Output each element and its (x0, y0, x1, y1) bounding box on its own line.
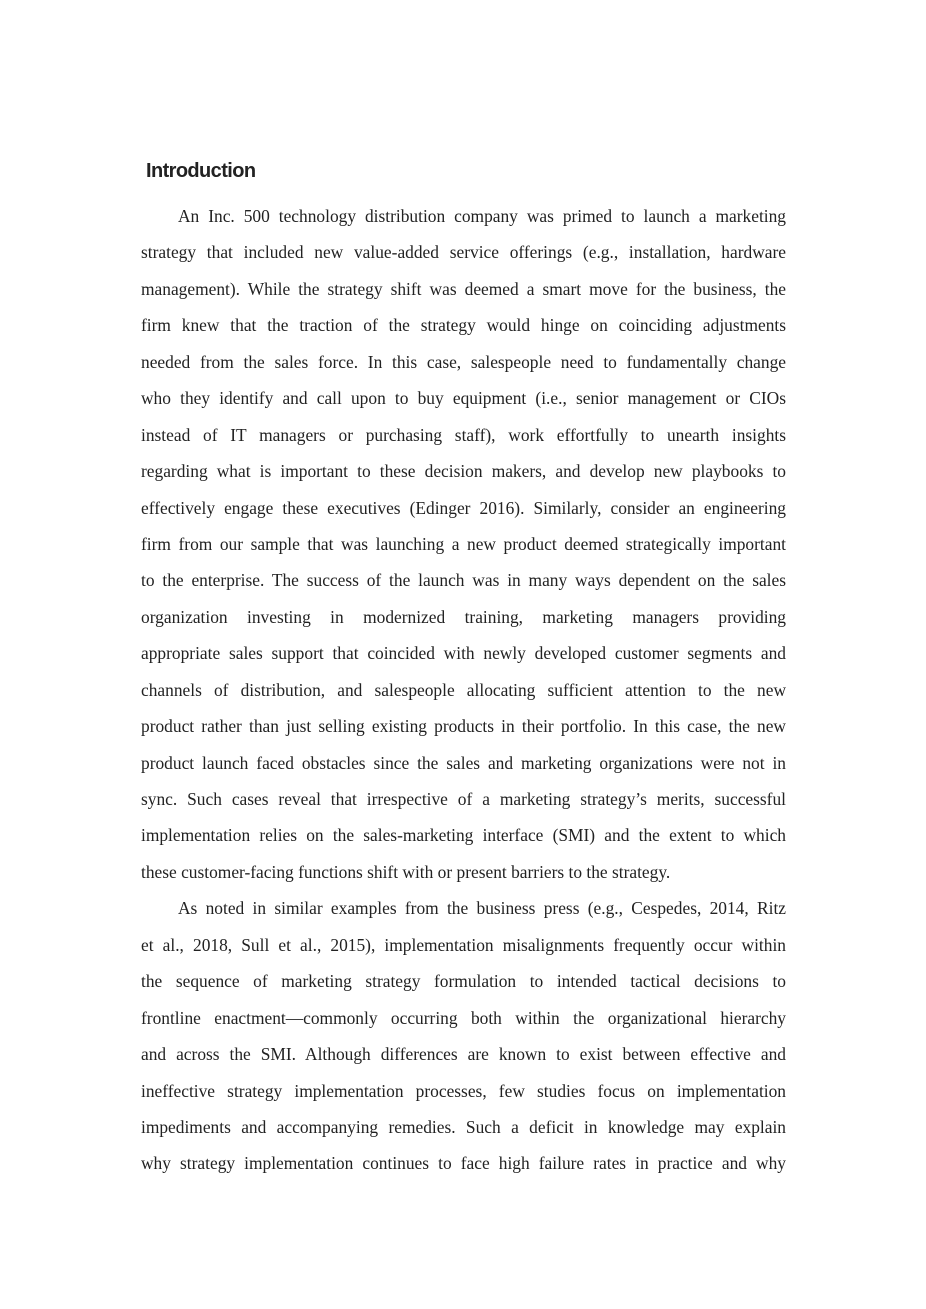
section-heading: Introduction (146, 160, 256, 182)
text-line: who they identify and call upon to buy equipment (i.e., senior management or CIOs (141, 388, 786, 409)
text-line: and across the SMI. Although differences are known to exist between effective and (141, 1044, 786, 1065)
text-line: An Inc. 500 technology distribution company was primed to launch a marketing (178, 206, 786, 226)
text-line: regarding what is important to these decision makers, and develop new playbooks to (141, 461, 786, 482)
text-line: As noted in similar examples from the business press (e.g., Cespedes, 2014, Ritz (178, 898, 786, 919)
text-line: ineffective strategy implementation processes, few studies focus on implementation (141, 1080, 786, 1101)
text-line: to the enterprise. The success of the launch was in many ways dependent on the sales (141, 570, 786, 591)
text-line: sync. Such cases reveal that irrespective of a marketing strategy’s merits, successful (141, 789, 786, 809)
text-line: management). While the strategy shift was deemed a smart move for the business, the (141, 278, 786, 299)
text-line: needed from the sales force. In this case, salespeople need to fundamentally change (141, 351, 786, 372)
text-line: appropriate sales support that coincided with newly developed customer segments and (141, 643, 786, 664)
text-line: organization investing in modernized training, marketing managers providing (141, 606, 786, 627)
paragraph (141, 890, 786, 1182)
paragraph (141, 198, 786, 890)
text-line: frontline enactment—commonly occurring both within the organizational hierarchy (141, 1007, 786, 1028)
text-line: et al., 2018, Sull et al., 2015), implementation misalignments frequently occur within (141, 934, 786, 955)
text-line: product rather than just selling existing products in their portfolio. In this case, the new (141, 716, 786, 737)
text-line: firm knew that the traction of the strategy would hinge on coinciding adjustments (141, 315, 786, 336)
text-line: channels of distribution, and salespeople allocating sufficient attention to the new (141, 679, 786, 700)
text-line: instead of IT managers or purchasing staff), work effortfully to unearth insights (141, 424, 786, 445)
body-text (141, 198, 786, 1182)
text-line: product launch faced obstacles since the sales and marketing organizations were not in (141, 752, 786, 773)
text-line: strategy that included new value-added service offerings (e.g., installation, hardware (141, 242, 786, 263)
text-line: implementation relies on the sales-marketing interface (SMI) and the extent to which (141, 825, 786, 846)
text-line: these customer-facing functions shift with or present barriers to the strategy. (141, 861, 671, 882)
text-line: effectively engage these executives (Edinger 2016). Similarly, consider an engineering (141, 497, 786, 518)
text-line: the sequence of marketing strategy formulation to intended tactical decisions to (141, 971, 786, 992)
text-line: firm from our sample that was launching a new product deemed strategically important (141, 533, 786, 554)
text-line: impediments and accompanying remedies. Such a deficit in knowledge may explain (141, 1116, 786, 1137)
text-line: why strategy implementation continues to face high failure rates in practice and why (141, 1153, 786, 1174)
